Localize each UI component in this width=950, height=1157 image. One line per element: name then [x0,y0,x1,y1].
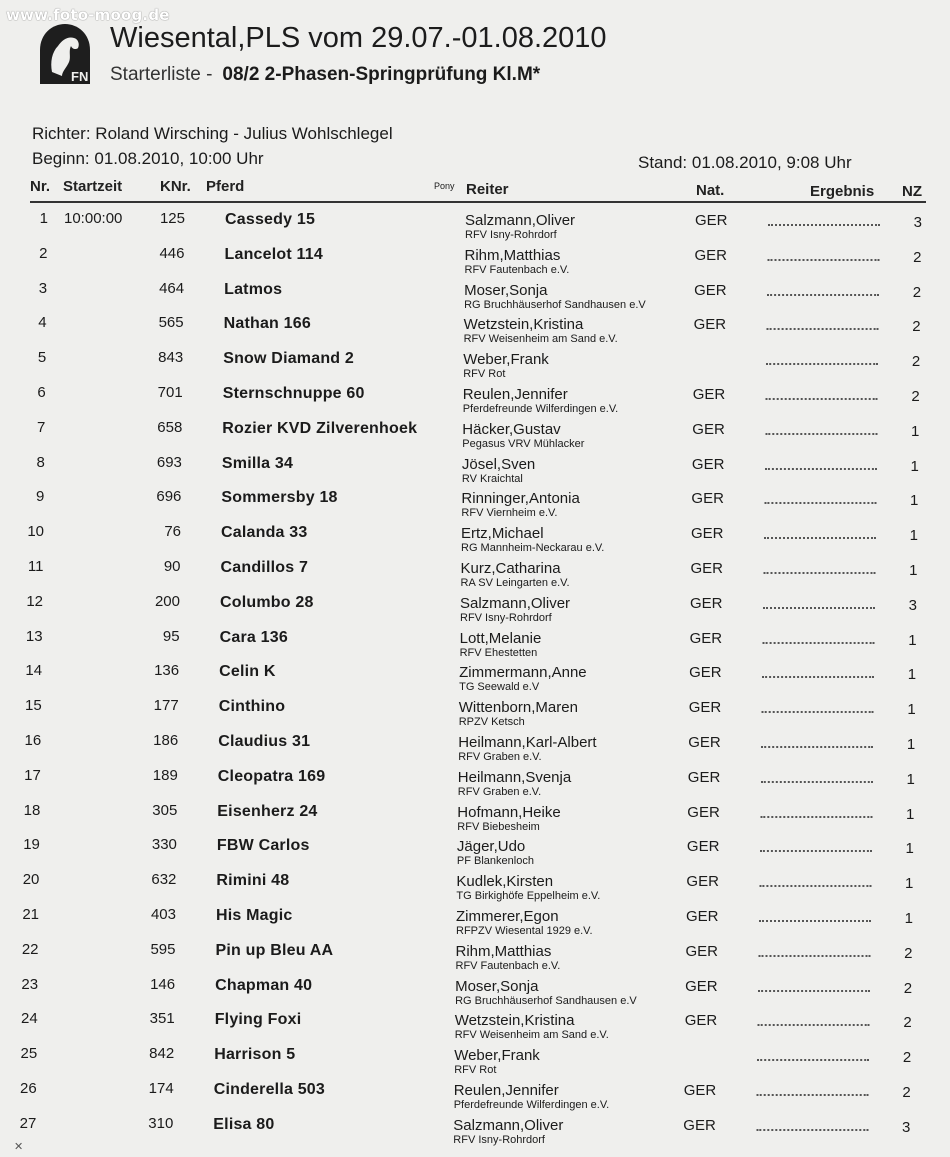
result-blank [767,328,879,330]
nz-value: 2 [912,318,921,335]
result-blank [767,294,879,296]
start-nr: 4 [38,314,47,331]
rider-name: Salzmann,Oliver [453,1117,564,1134]
start-nr: 8 [36,454,45,471]
nation: GER [694,282,727,299]
result-blank [764,537,876,539]
rider-name: Reulen,Jennifer [453,1082,559,1099]
horse-name: Nathan 166 [223,315,311,332]
horse-name: Chapman 40 [215,977,313,994]
start-nr: 12 [26,593,43,610]
subtitle-label: Starterliste - [110,64,213,85]
rider-name: Kurz,Catharina [460,560,561,577]
rider-club: RFV Weisenheim am Sand e.V. [454,1029,609,1041]
horse-name: Flying Foxi [214,1011,302,1028]
nz-value: 2 [913,249,922,266]
nz-value: 1 [905,806,915,823]
watermark: www.foto-moog.de [6,6,170,24]
knr-number: 200 [154,593,180,610]
col-header-startzeit: Startzeit [63,178,123,195]
knr-number: 632 [151,871,177,888]
rider-club: RFV Graben e.V. [457,786,542,798]
horse-name: His Magic [216,907,293,924]
result-blank [762,711,874,713]
table-row [0,905,941,940]
table-row [0,1114,938,1149]
rider-name: Salzmann,Oliver [465,212,576,229]
result-blank [761,781,873,783]
nation: GER [689,664,722,681]
rider-name: Rihm,Matthias [464,247,561,264]
page-title: Wiesental,PLS vom 29.07.-01.08.2010 [110,22,607,54]
rider-club: RFV Rot [463,368,506,380]
start-nr: 2 [39,245,48,262]
result-blank [759,955,871,957]
table-row [0,313,949,348]
start-nr: 27 [19,1115,37,1132]
knr-number: 464 [159,280,185,297]
result-blank [766,363,878,365]
rider-name: Heilmann,Svenja [457,769,572,786]
result-blank [764,502,876,504]
start-time: 10:00:00 [64,210,123,227]
horse-name: Lancelot 114 [224,246,323,263]
nation: GER [688,699,722,716]
result-blank [759,920,871,922]
rider-club: RFV Viernheim e.V. [461,507,558,519]
start-nr: 9 [36,488,45,505]
nz-value: 1 [910,458,919,475]
rider-club: RG Bruchhäuserhof Sandhausen e.V [464,299,646,311]
nz-value: 1 [909,562,918,579]
nz-value: 1 [905,840,914,857]
start-nr: 7 [36,419,46,436]
start-nr: 10 [27,523,44,540]
rider-name: Weber,Frank [463,351,549,368]
rider-name: Zimmermann,Anne [459,664,587,681]
rider-club: RV Kraichtal [461,473,523,485]
rider-club: Pferdefreunde Wilferdingen e.V. [453,1099,610,1111]
result-blank [763,642,875,644]
start-nr: 21 [22,906,39,923]
nz-value: 1 [906,736,916,753]
col-header-reiter: Reiter [466,181,509,198]
rider-club: Pferdefreunde Wilferdingen e.V. [462,403,619,415]
knr-number: 305 [152,802,178,819]
rider-club: RPZV Ketsch [458,716,525,728]
horse-name: Rimini 48 [216,872,290,889]
nation: GER [689,630,723,647]
table-row [0,1009,940,1044]
nz-value: 1 [910,492,919,509]
nation: GER [693,316,727,333]
knr-number: 842 [149,1045,175,1062]
logo-text: FN [71,69,89,84]
table-row [0,696,944,731]
nation: GER [690,595,723,612]
table-row [0,801,942,836]
table-row [0,418,947,453]
rider-club: RFV Fautenbach e.V. [455,960,561,972]
horse-name: Snow Diamand 2 [223,350,355,367]
start-nr: 22 [21,941,39,958]
header-divider [30,201,926,203]
nz-value: 1 [909,527,918,544]
judges-line: Richter: Roland Wirsching - Julius Wohlschlegel [32,124,393,143]
horse-name: Calanda 33 [221,524,308,541]
knr-number: 693 [156,454,182,471]
start-nr: 23 [21,976,39,993]
table-row [0,940,941,975]
result-blank [758,990,870,992]
result-blank [766,398,878,400]
start-nr: 6 [37,384,46,401]
col-header-nr: Nr. [30,178,51,195]
table-row [0,244,950,279]
nz-value: 1 [910,423,920,440]
fn-horse-logo-icon [38,22,92,86]
horse-name: Celin K [219,663,276,680]
rider-name: Rihm,Matthias [455,943,552,960]
stand-time: Stand: 01.08.2010, 9:08 Uhr [638,153,852,172]
nation: GER [691,456,725,473]
competition-name: 08/2 2-Phasen-Springprüfung Kl.M* [222,64,541,85]
nz-value: 2 [912,284,922,301]
rider-club: RFV Isny-Rohrdorf [460,612,552,624]
nz-value: 2 [902,1049,912,1066]
rider-club: RA SV Leingarten e.V. [460,577,570,589]
nation: GER [691,490,724,507]
result-blank [765,468,877,470]
horse-name: Sommersby 18 [221,489,338,506]
rider-name: Reulen,Jennifer [462,386,568,403]
result-blank [764,572,876,574]
nation: GER [686,838,720,855]
result-blank [761,746,873,748]
rider-name: Weber,Frank [454,1047,540,1064]
table-row [0,731,943,766]
rider-name: Moser,Sonja [464,282,548,299]
horse-name: Smilla 34 [221,455,294,472]
start-nr: 15 [25,697,42,714]
rider-club: RFV Rot [454,1064,497,1076]
col-header-ergebnis: Ergebnis [810,183,875,200]
rider-name: Heilmann,Karl-Albert [458,734,597,751]
table-row [0,766,943,801]
table-row [0,1079,939,1114]
nation: GER [686,873,719,890]
nz-value: 3 [901,1119,911,1136]
knr-number: 351 [149,1010,175,1027]
start-nr: 13 [25,628,43,645]
knr-number: 595 [150,941,176,958]
nz-value: 1 [904,910,913,927]
nz-value: 1 [906,771,915,788]
start-nr: 18 [23,802,41,819]
table-row [0,522,946,557]
result-blank [758,1024,870,1026]
rider-club: PF Blankenloch [456,855,534,867]
rider-name: Jäger,Udo [456,838,526,855]
start-nr: 25 [20,1045,38,1062]
result-blank [760,816,872,818]
knr-number: 136 [154,662,180,679]
rider-name: Ertz,Michael [461,525,544,542]
rider-name: Wittenborn,Maren [458,699,578,716]
rider-club: TG Birkighöfe Eppelheim e.V. [456,890,601,902]
result-blank [756,1129,868,1131]
nation: GER [683,1082,717,1099]
nz-value: 3 [913,214,922,231]
knr-number: 90 [163,558,181,575]
result-blank [757,1059,869,1061]
nation: GER [695,212,728,229]
knr-number: 658 [157,419,183,436]
start-nr: 5 [37,349,47,366]
col-header-nz: NZ [902,183,922,200]
horse-name: Cinderella 503 [213,1081,326,1098]
rider-club: Pegasus VRV Mühlacker [462,438,585,450]
nz-value: 2 [902,1084,911,1101]
horse-name: FBW Carlos [216,837,310,854]
horse-name: Cara 136 [219,629,288,646]
knr-number: 330 [151,836,177,853]
table-row [0,592,945,627]
knr-number: 177 [153,697,179,714]
rider-name: Häcker,Gustav [462,421,561,438]
rider-name: Rinninger,Antonia [461,490,580,507]
knr-number: 696 [156,488,182,505]
start-nr: 3 [38,280,48,297]
table-row [0,279,949,314]
col-header-knr: KNr. [160,178,191,195]
table-row [0,453,947,488]
knr-number: 403 [150,906,176,923]
table-row [0,487,946,522]
rider-name: Wetzstein,Kristina [454,1012,575,1029]
nation: GER [687,769,721,786]
horse-name: Elisa 80 [213,1116,275,1133]
start-nr: 14 [25,662,43,679]
rider-name: Kudlek,Kirsten [456,873,554,890]
start-nr: 24 [21,1010,38,1027]
rider-club: RG Bruchhäuserhof Sandhausen e.V [455,995,637,1007]
knr-number: 146 [150,976,176,993]
nz-value: 2 [911,388,920,405]
table-row [0,383,948,418]
knr-number: 76 [164,523,181,540]
rider-name: Salzmann,Oliver [460,595,571,612]
nation: GER [685,978,718,995]
nation: GER [691,525,724,542]
result-blank [768,224,880,226]
rider-club: RFPZV Wiesental 1929 e.V. [456,925,593,937]
horse-name: Cinthino [218,698,286,715]
start-nr: 11 [27,558,44,575]
rider-name: Moser,Sonja [455,978,539,995]
horse-name: Eisenherz 24 [217,803,318,820]
start-nr: 1 [39,210,48,227]
start-nr: 19 [23,836,40,853]
col-header-pferd: Pferd [206,178,245,195]
knr-number: 310 [148,1115,174,1132]
rider-club: RFV Weisenheim am Sand e.V. [463,333,618,345]
rider-name: Hofmann,Heike [457,804,561,821]
rider-club: RFV Ehestetten [459,647,538,659]
rider-club: RFV Biebesheim [457,821,540,833]
table-row [0,557,946,592]
table-row [0,348,948,383]
horse-name: Rozier KVD Zilverenhoek [222,420,418,437]
rider-club: RFV Fautenbach e.V. [464,264,570,276]
horse-name: Harrison 5 [214,1046,296,1063]
col-header-nat: Nat. [696,182,725,199]
table-row [0,975,940,1010]
nation: GER [690,560,724,577]
nz-value: 3 [908,597,917,614]
knr-number: 446 [159,245,185,262]
nz-value: 2 [904,945,913,962]
nation: GER [686,908,719,925]
table-row [0,835,942,870]
result-blank [757,1094,869,1096]
nz-value: 1 [905,875,914,892]
nz-value: 1 [907,666,917,683]
table-row [0,209,950,244]
table-row [0,870,941,905]
nz-value: 2 [903,980,913,997]
nation: GER [684,1012,718,1029]
horse-name: Cassedy 15 [225,211,316,228]
rider-club: RG Mannheim-Neckarau e.V. [461,542,605,554]
nation: GER [683,1117,716,1134]
horse-name: Latmos [224,281,283,298]
rider-club: RFV Isny-Rohrdorf [453,1134,546,1146]
table-row [0,661,944,696]
begin-time: Beginn: 01.08.2010, 10:00 Uhr [32,149,264,168]
knr-number: 843 [158,349,184,366]
nation: GER [692,386,726,403]
result-blank [762,676,874,678]
rider-name: Lott,Melanie [459,630,542,647]
footer-mark-icon: ✕ [14,1141,24,1153]
horse-name: Candillos 7 [220,559,309,576]
rider-name: Wetzstein,Kristina [463,316,584,333]
nation: GER [694,247,728,264]
horse-name: Cleopatra 169 [217,768,326,785]
knr-number: 565 [158,314,184,331]
nation: GER [692,421,725,438]
result-blank [759,885,871,887]
knr-number: 125 [159,210,185,227]
rider-club: TG Seewald e.V [459,681,540,693]
rider-club: RFV Isny-Rohrdorf [465,229,557,241]
competition-subtitle [110,64,540,86]
nz-value: 2 [911,353,921,370]
nz-value: 2 [903,1014,912,1031]
start-nr: 17 [24,767,41,784]
result-blank [765,433,877,435]
horse-name: Claudius 31 [218,733,311,750]
horse-name: Sternschnuppe 60 [222,385,365,402]
nation: GER [688,734,721,751]
knr-number: 174 [148,1080,174,1097]
nz-value: 1 [907,701,916,718]
rider-club: RFV Graben e.V. [458,751,542,763]
result-blank [768,259,880,261]
table-row [0,627,945,662]
horse-name: Columbo 28 [220,594,314,611]
horse-name: Pin up Bleu AA [215,942,334,959]
nz-value: 1 [908,632,917,649]
rider-name: Jösel,Sven [461,456,536,473]
start-nr: 16 [24,732,42,749]
result-blank [763,607,875,609]
rider-name: Zimmerer,Egon [456,908,559,925]
nation: GER [687,804,720,821]
result-blank [760,850,872,852]
nation: GER [685,943,719,960]
knr-number: 186 [153,732,179,749]
col-header-pony: Pony [434,181,455,191]
knr-number: 189 [152,767,178,784]
start-nr: 26 [20,1080,37,1097]
knr-number: 95 [162,628,180,645]
knr-number: 701 [157,384,183,401]
table-row [0,1044,939,1079]
start-nr: 20 [22,871,40,888]
